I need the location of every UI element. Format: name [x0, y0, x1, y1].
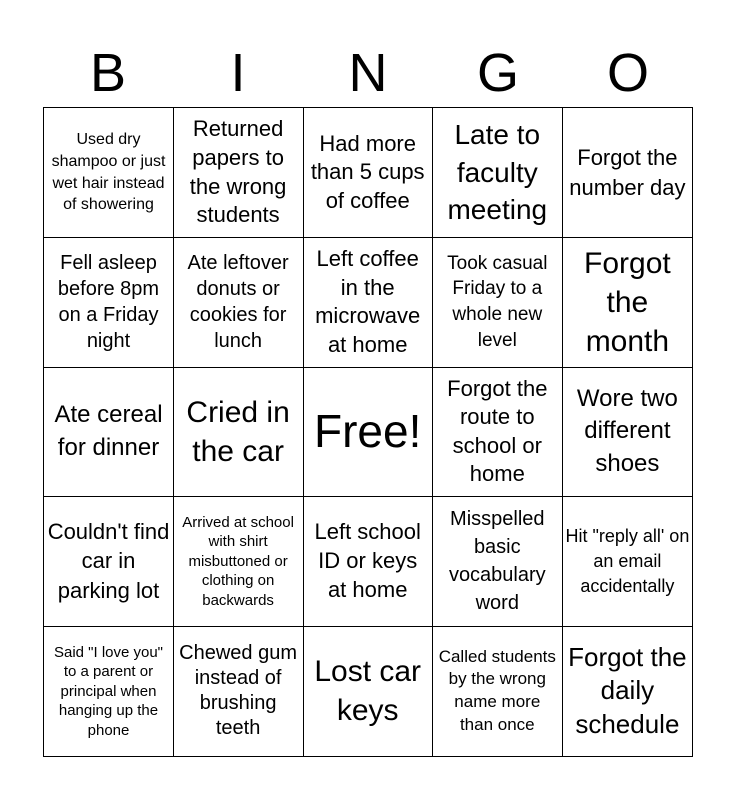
- bingo-cell-text: Left school ID or keys at home: [314, 519, 421, 602]
- free-space-cell[interactable]: [303, 367, 433, 497]
- bingo-cell-text: Called students by the wrong name more than once: [438, 646, 556, 735]
- bingo-cell[interactable]: [562, 626, 692, 756]
- bingo-cell-text: Cried in the car: [186, 395, 290, 468]
- bingo-cell-text: Forgot the route to school or home: [447, 375, 548, 487]
- bingo-cell-text: Arrived at school with shirt misbuttoned or clothing on backwards: [182, 513, 294, 609]
- bingo-cell[interactable]: [44, 238, 174, 368]
- bingo-cell-text: Took casual Friday to a whole new level: [447, 252, 548, 351]
- bingo-cell-text: Had more than 5 cups of coffee: [310, 130, 425, 213]
- bingo-cell[interactable]: [174, 367, 304, 497]
- bingo-cell[interactable]: [433, 626, 563, 756]
- bingo-cell[interactable]: [303, 626, 433, 756]
- bingo-cell[interactable]: [303, 238, 433, 368]
- bingo-cell[interactable]: [562, 108, 692, 238]
- bingo-cell-text: Returned papers to the wrong students: [189, 116, 287, 228]
- bingo-cell-text: Said "I love you" to a parent or principal when hanging up the phone: [53, 643, 164, 739]
- bingo-cell[interactable]: [174, 238, 304, 368]
- bingo-cell[interactable]: [303, 497, 433, 627]
- bingo-cell-text: Late to faculty meeting: [447, 118, 548, 226]
- bingo-cell[interactable]: [562, 497, 692, 627]
- bingo-cell-text: Ate cereal for dinner: [54, 401, 163, 461]
- bingo-grid: [43, 107, 693, 757]
- bingo-cell[interactable]: [44, 108, 174, 238]
- bingo-cell[interactable]: [433, 367, 563, 497]
- bingo-cell[interactable]: [433, 108, 563, 238]
- bingo-cell[interactable]: [433, 497, 563, 627]
- bingo-cell-text: Forgot the daily schedule: [568, 641, 687, 740]
- bingo-cell[interactable]: [174, 108, 304, 238]
- bingo-cell[interactable]: [174, 626, 304, 756]
- header-letter-i: I: [230, 43, 246, 103]
- header-letter-g: G: [476, 43, 519, 103]
- bingo-cell-text: Wore two different shoes: [576, 385, 678, 477]
- bingo-cell[interactable]: [174, 497, 304, 627]
- bingo-header: [43, 40, 693, 106]
- bingo-cell-text: Free!: [314, 405, 422, 458]
- header-letter-b: B: [89, 43, 127, 103]
- bingo-cell-text: Misspelled basic vocabulary word: [448, 508, 546, 615]
- bingo-cell-text: Chewed gum instead of brushing teeth: [179, 642, 298, 740]
- bingo-cell-text: Fell asleep before 8pm on a Friday night: [57, 252, 160, 353]
- header-letter-o: O: [606, 43, 649, 103]
- bingo-cell[interactable]: [44, 367, 174, 497]
- bingo-cell-text: Couldn't find car in parking lot: [47, 518, 170, 604]
- header-letter-n: N: [348, 43, 388, 103]
- bingo-cell[interactable]: [303, 108, 433, 238]
- bingo-cell[interactable]: [562, 367, 692, 497]
- bingo-cell[interactable]: [44, 497, 174, 627]
- bingo-cell[interactable]: [562, 238, 692, 368]
- bingo-cell-text: Forgot the number day: [569, 144, 686, 200]
- bingo-cell[interactable]: [433, 238, 563, 368]
- bingo-cell-text: Left coffee in the microwave at home: [315, 245, 421, 357]
- bingo-cell-text: Ate leftover donuts or cookies for lunch: [187, 252, 289, 353]
- bingo-cell-text: Used dry shampoo or just wet hair instead of showering: [51, 131, 166, 214]
- bingo-cell-text: Lost car keys: [314, 655, 422, 728]
- bingo-cell[interactable]: [44, 626, 174, 756]
- bingo-cell-text: Forgot the month: [584, 246, 671, 358]
- bingo-cell-text: Hit "reply all' on an email accidentally: [565, 525, 690, 596]
